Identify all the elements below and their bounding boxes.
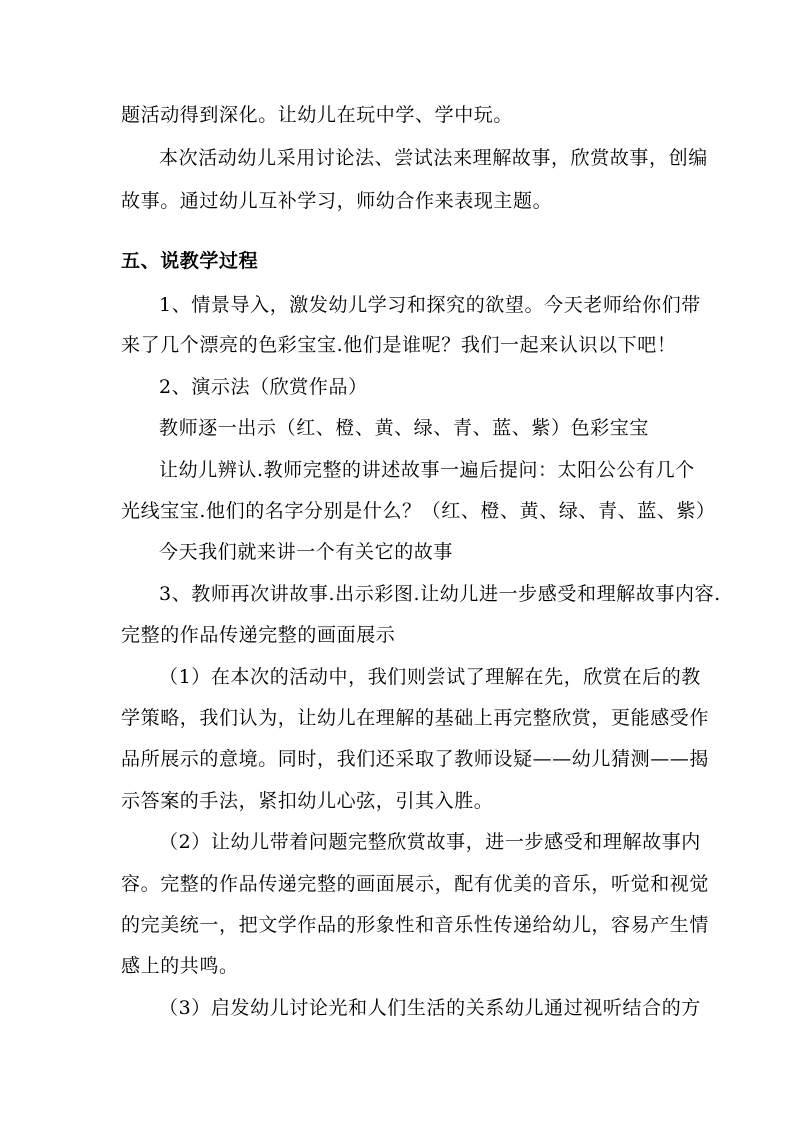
- text-line: 来了几个漂亮的色彩宝宝.他们是谁呢？我们一起来认识以下吧！: [121, 334, 677, 356]
- text-line: （1）在本次的活动中，我们则尝试了理解在先，欣赏在后的教: [159, 666, 701, 688]
- text-line: （3）启发幼儿讨论光和人们生活的关系幼儿通过视听结合的方: [159, 997, 701, 1019]
- text-line: 2、演示法（欣赏作品）: [159, 376, 368, 398]
- text-line: 的完美统一，把文学作品的形象性和音乐性传递给幼儿，容易产生情: [121, 914, 710, 936]
- text-line: 本次活动幼儿采用讨论法、尝试法来理解故事，欣赏故事，创编: [159, 147, 708, 169]
- section-heading: 五、说教学过程: [121, 250, 259, 272]
- text-line: 学策略，我们认为，让幼儿在理解的基础上再完整欣赏，更能感受作: [121, 707, 710, 729]
- text-line: 光线宝宝.他们的名字分别是什么？（红、橙、黄、绿、青、蓝、紫）: [121, 500, 716, 522]
- text-line: 示答案的手法，紧扣幼儿心弦，引其入胜。: [121, 790, 494, 812]
- text-line: 题活动得到深化。让幼儿在玩中学、学中玩。: [121, 104, 514, 126]
- text-line: 品所展示的意境。同时，我们还采取了教师设疑——幼儿猜测——揭: [121, 748, 710, 770]
- text-line: （2）让幼儿带着问题完整欣赏故事，进一步感受和理解故事内: [159, 831, 701, 853]
- text-line: 故事。通过幼儿互补学习，师幼合作来表现主题。: [121, 190, 553, 212]
- text-line: 完整的作品传递完整的画面展示: [121, 624, 396, 646]
- text-line: 让幼儿辨认.教师完整的讲述故事一遍后提问：太阳公公有几个: [159, 459, 695, 481]
- text-line: 容。完整的作品传递完整的画面展示，配有优美的音乐，听觉和视觉: [121, 873, 710, 895]
- text-line: 3、教师再次讲故事.出示彩图.让幼儿进一步感受和理解故事内容.: [159, 583, 721, 605]
- text-line: 感上的共鸣。: [121, 955, 239, 977]
- text-line: 今天我们就来讲一个有关它的故事: [159, 541, 454, 563]
- text-line: 1、情景导入，激发幼儿学习和探究的欲望。今天老师给你们带: [159, 294, 701, 316]
- text-line: 教师逐一出示（红、橙、黄、绿、青、蓝、紫）色彩宝宝: [159, 417, 650, 439]
